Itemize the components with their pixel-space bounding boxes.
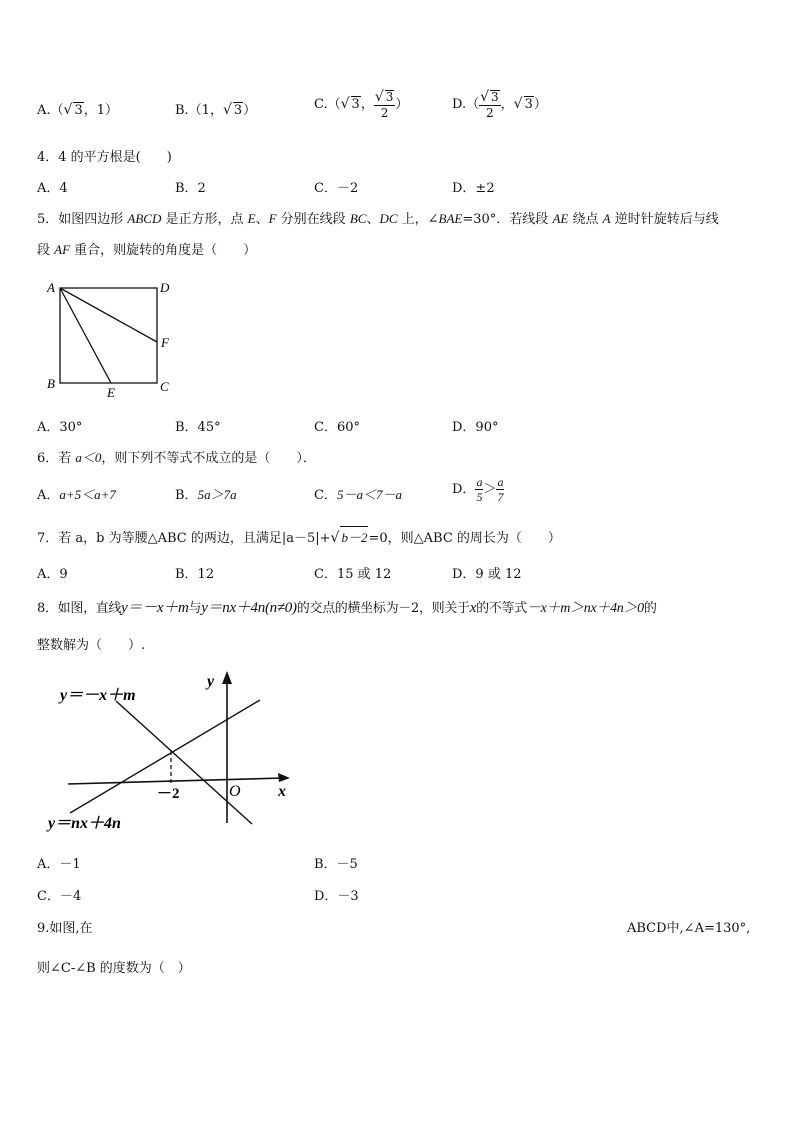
vertex-label-c: C [160,379,169,394]
sqrt-arg: b－2 [340,526,368,546]
sqrt-arg: 3 [74,103,83,118]
q8-stem-line1: 8．如图，直线y＝－x＋m与y＝nx＋4n(n≠0)的交点的横坐标为－2，则关于x的不等式－x＋m＞nx＋4n＞0的 [37,600,657,616]
q7-option-d: D．9 或 12 [452,567,522,582]
sqrt-symbol: √ [513,96,523,112]
q8-option-a: A．－1 [37,857,81,872]
q9-stem-left: 9.如图,在 [37,921,93,936]
q3-option-c-sep: ， [360,97,374,112]
q5-stem-line1: 5．如图四边形 ABCD 是正方形，点 E、F 分别在线段 BC、DC 上，∠BAE=30°．若线段 AE 绕点 A 逆时针旋转后与线 [37,211,719,227]
q6-option-d: D． $\frac{a}{5}$ ＞ $\frac{a}{7}$ [452,475,504,504]
origin-label: O [229,783,241,800]
tick-label-minus-2: －2 [157,786,180,802]
q9-stem-right: ABCD中,∠A=130°, [627,921,751,936]
sqrt-arg: 3 [524,97,533,112]
q3-option-b-close: ） [243,103,257,118]
q7-option-a: A．9 [37,567,68,582]
q3-option-d-sep: ， [500,97,514,112]
y-axis-label: y [207,673,215,690]
q8-option-d: D．－3 [314,889,359,904]
q3-option-a [37,99,118,118]
vertex-label-e: E [107,385,115,400]
q5-option-b: B．45° [175,420,221,435]
q3-option-b [175,99,256,118]
vertex-label-a: A [47,280,55,295]
q6-option-c: C．5－a＜7－a [314,487,402,503]
x-axis-label: x [278,783,286,800]
q5-square-figure [40,275,185,405]
sqrt-arg: 3 [351,97,360,112]
q7-option-c: C．15 或 12 [314,567,392,582]
q3-option-d-close: ） [533,97,547,112]
q9-stem-line2: 则∠C-∠B 的度数为（ ） [37,961,191,976]
q7-stem: 7．若 a，b 为等腰△ABC 的两边，且满足|a－5|+√ b－2=0，则△ABC 的周长为（ ） [37,526,561,546]
q3-option-a-label: A.（ [37,103,64,118]
line1-label: y＝－x＋m [60,687,136,704]
q6-option-a: A．a+5＜a+7 [37,487,116,503]
sqrt-symbol: √ [63,102,73,118]
q4-option-d: D．±2 [452,181,495,196]
fraction: $\frac{a}{7}$ [497,475,504,504]
q3-option-a-rest: ，1） [83,103,119,118]
q4-option-a: A．4 [37,181,68,196]
sqrt-symbol: √ [222,102,232,118]
q8-graph [40,668,300,838]
q8-option-c: C．－4 [37,889,82,904]
line2-label: y＝nx＋4n [48,815,121,832]
sqrt-arg: 3 [233,103,243,118]
q8-stem-line2: 整数解为（ ）. [37,638,146,653]
vertex-label-f: F [161,335,169,350]
vertex-label-d: D [160,280,170,295]
q5-option-c: C．60° [314,420,360,435]
q6-stem: 6．若 a＜0，则下列不等式不成立的是（ ）． [37,450,316,466]
q4-option-c: C．－2 [314,181,359,196]
q4-option-b: B．2 [175,181,206,196]
q7-option-b: B．12 [175,567,215,582]
q5-option-d: D．90° [452,420,499,435]
q3-option-c-label: C.（ [314,97,341,112]
q3-option-b-label: B.（1， [175,103,223,118]
q3-option-d [452,90,547,119]
fraction: $\frac{a}{5}$ [476,475,483,504]
q3-option-c-close: ） [395,97,409,112]
q3-option-d-label: D.（ [452,97,480,112]
q3-option-c [314,90,408,119]
sqrt-symbol: √ [340,96,350,112]
q4-stem: 4．4 的平方根是( ) [37,150,172,165]
q6-option-b: B．5a＞7a [175,487,237,503]
fraction: $\frac{√ 3}{2}$ [480,89,499,120]
q5-stem-line2: 段 AF 重合，则旋转的角度是（ ） [37,242,257,258]
q5-option-a: A．30° [37,420,83,435]
vertex-label-b: B [47,376,55,391]
q8-option-b: B．－5 [314,857,358,872]
fraction: $\frac{√ 3}{2}$ [374,89,394,120]
